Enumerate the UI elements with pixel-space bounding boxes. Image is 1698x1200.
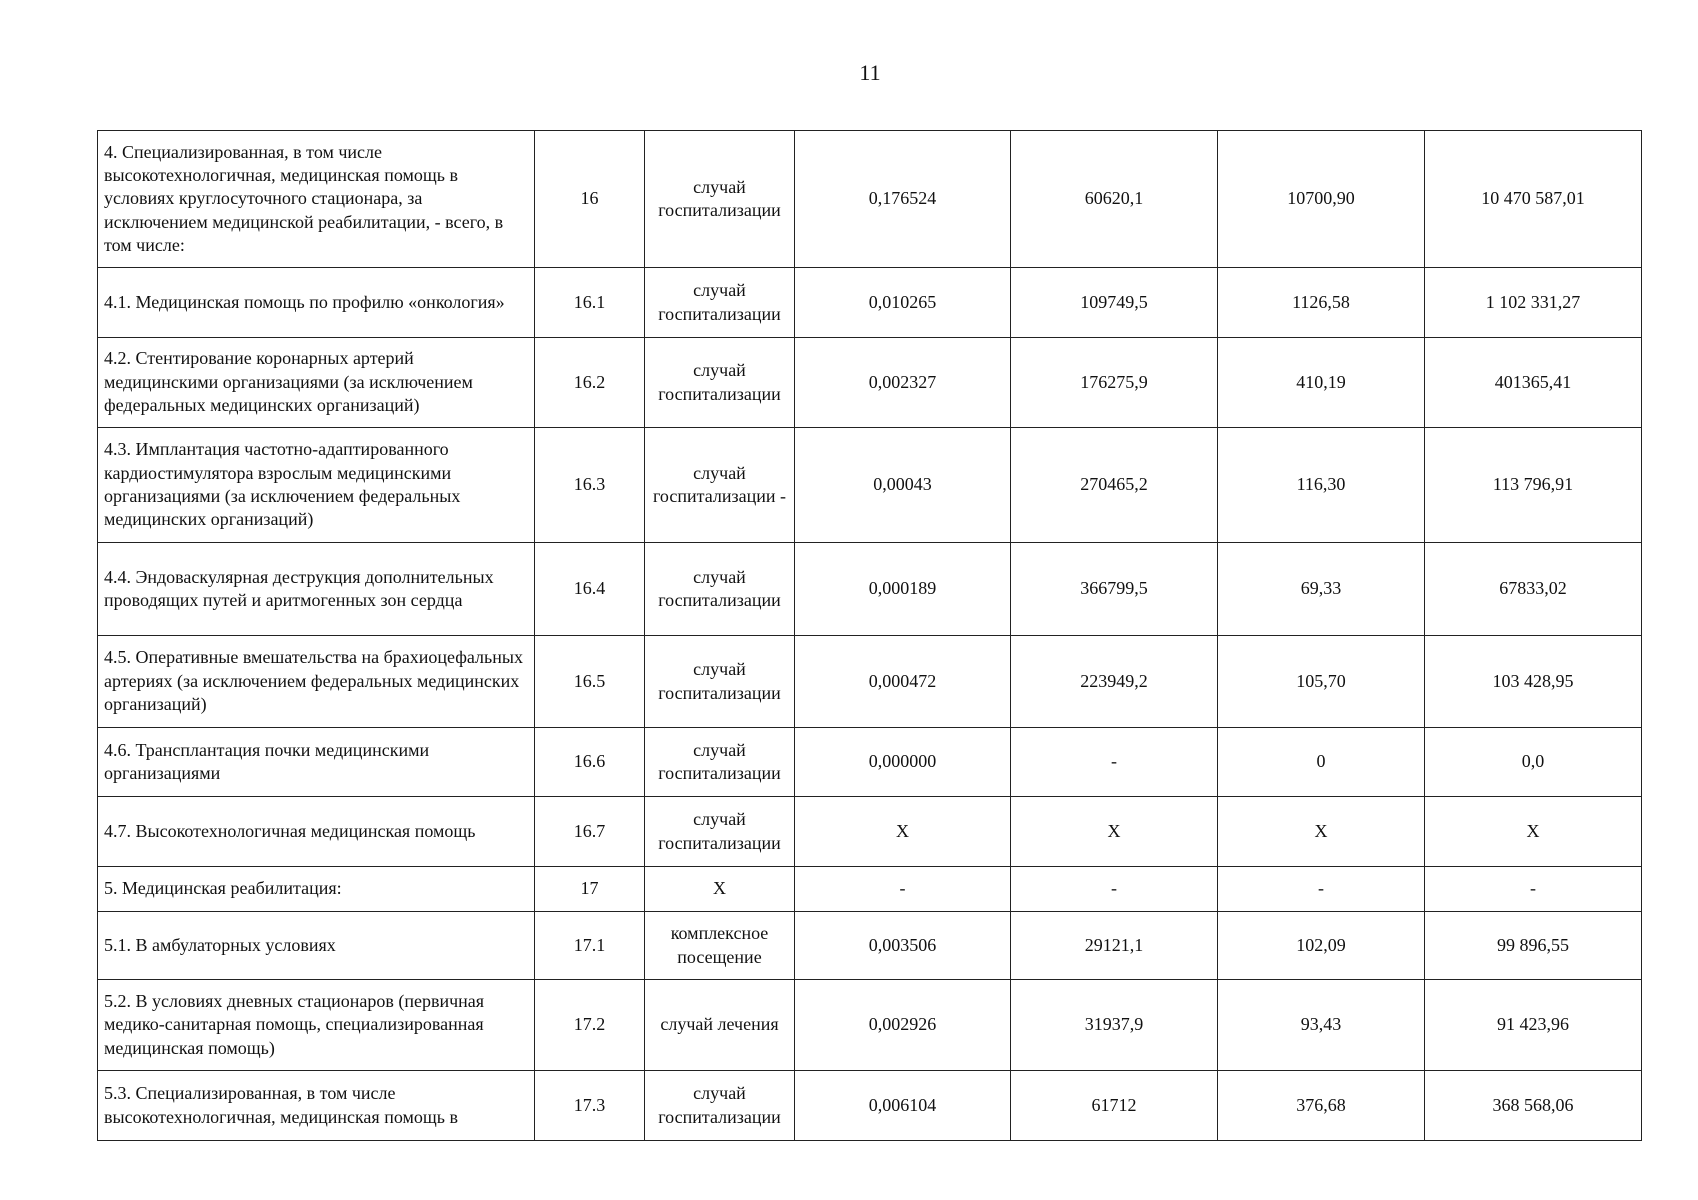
row-unit: случай госпитализации [645, 728, 795, 797]
row-value-3: 102,09 [1218, 912, 1425, 980]
row-value-1: 0,000000 [795, 728, 1011, 797]
row-number: 17.2 [535, 980, 645, 1071]
row-value-3: 0 [1218, 728, 1425, 797]
row-unit: случай госпитализации [645, 636, 795, 728]
row-value-1: 0,176524 [795, 131, 1011, 268]
row-value-2: 31937,9 [1011, 980, 1218, 1071]
table-row [98, 636, 1642, 728]
row-name: 4.3. Имплантация частотно-адаптированного кардиостимулятора взрослым медицинскими организациями (за исключением федеральных медицинских организаций) [98, 428, 535, 543]
table-row [98, 428, 1642, 543]
row-value-3: 410,19 [1218, 338, 1425, 428]
row-name: 5.1. В амбулаторных условиях [98, 912, 535, 980]
table-row [98, 338, 1642, 428]
row-value-4: - [1425, 867, 1642, 912]
row-value-2: - [1011, 728, 1218, 797]
row-unit: случай госпитализации [645, 268, 795, 338]
row-number: 16.3 [535, 428, 645, 543]
row-number: 17 [535, 867, 645, 912]
row-number: 16.7 [535, 797, 645, 867]
row-name: 4.6. Трансплантация почки медицинскими организациями [98, 728, 535, 797]
row-value-4: 67833,02 [1425, 543, 1642, 636]
table-row [98, 912, 1642, 980]
table-row [98, 867, 1642, 912]
row-value-2: 366799,5 [1011, 543, 1218, 636]
row-number: 16.6 [535, 728, 645, 797]
row-value-2: - [1011, 867, 1218, 912]
table-row [98, 980, 1642, 1071]
row-value-3: 1126,58 [1218, 268, 1425, 338]
row-value-1: - [795, 867, 1011, 912]
page-number: 11 [859, 60, 881, 85]
row-value-3: 105,70 [1218, 636, 1425, 728]
row-name: 4.2. Стентирование коронарных артерий медицинскими организациями (за исключением федеральных медицинских организаций) [98, 338, 535, 428]
row-value-3: 116,30 [1218, 428, 1425, 543]
row-value-4: 0,0 [1425, 728, 1642, 797]
row-value-1: 0,000189 [795, 543, 1011, 636]
row-unit: случай госпитализации [645, 338, 795, 428]
row-value-2: 109749,5 [1011, 268, 1218, 338]
row-value-4: 368 568,06 [1425, 1071, 1642, 1141]
row-number: 17.1 [535, 912, 645, 980]
row-name: 4.5. Оперативные вмешательства на брахиоцефальных артериях (за исключением федеральных медицинских организаций) [98, 636, 535, 728]
row-name: 4.4. Эндоваскулярная деструкция дополнительных проводящих путей и аритмогенных зон сердца [98, 543, 535, 636]
row-unit: случай госпитализации - [645, 428, 795, 543]
data-table [97, 130, 1642, 1141]
row-number: 17.3 [535, 1071, 645, 1141]
row-value-1: 0,002327 [795, 338, 1011, 428]
row-value-2: 29121,1 [1011, 912, 1218, 980]
row-unit: случай госпитализации [645, 131, 795, 268]
row-value-1: 0,002926 [795, 980, 1011, 1071]
row-value-4: 1 102 331,27 [1425, 268, 1642, 338]
row-unit: случай госпитализации [645, 543, 795, 636]
row-number: 16.2 [535, 338, 645, 428]
row-number: 16.1 [535, 268, 645, 338]
row-number: 16.4 [535, 543, 645, 636]
row-value-2: 223949,2 [1011, 636, 1218, 728]
table-row [98, 131, 1642, 268]
row-name: 5.2. В условиях дневных стационаров (первичная медико-санитарная помощь, специализированная медицинская помощь) [98, 980, 535, 1071]
row-value-2: X [1011, 797, 1218, 867]
table-row [98, 728, 1642, 797]
row-name: 4.1. Медицинская помощь по профилю «онкология» [98, 268, 535, 338]
row-value-3: 10700,90 [1218, 131, 1425, 268]
table-row [98, 797, 1642, 867]
row-value-2: 176275,9 [1011, 338, 1218, 428]
row-value-3: X [1218, 797, 1425, 867]
row-value-1: 0,006104 [795, 1071, 1011, 1141]
row-value-4: 91 423,96 [1425, 980, 1642, 1071]
row-value-1: 0,010265 [795, 268, 1011, 338]
row-name: 5.3. Специализированная, в том числе высокотехнологичная, медицинская помощь в [98, 1071, 535, 1141]
row-value-1: 0,000472 [795, 636, 1011, 728]
row-unit: случай лечения [645, 980, 795, 1071]
row-value-1: 0,00043 [795, 428, 1011, 543]
row-value-4: 103 428,95 [1425, 636, 1642, 728]
row-value-4: X [1425, 797, 1642, 867]
row-value-4: 10 470 587,01 [1425, 131, 1642, 268]
row-unit: комплексное посещение [645, 912, 795, 980]
row-value-4: 401365,41 [1425, 338, 1642, 428]
row-value-1: X [795, 797, 1011, 867]
row-unit: случай госпитализации [645, 1071, 795, 1141]
row-name: 5. Медицинская реабилитация: [98, 867, 535, 912]
row-value-4: 113 796,91 [1425, 428, 1642, 543]
row-value-3: 376,68 [1218, 1071, 1425, 1141]
row-number: 16 [535, 131, 645, 268]
row-value-2: 270465,2 [1011, 428, 1218, 543]
row-value-2: 61712 [1011, 1071, 1218, 1141]
row-name: 4. Специализированная, в том числе высокотехнологичная, медицинская помощь в условиях круглосуточного стационара, за исключением медицинской реабилитации, - всего, в том числе: [98, 131, 535, 268]
row-value-3: 69,33 [1218, 543, 1425, 636]
row-value-1: 0,003506 [795, 912, 1011, 980]
row-unit: случай госпитализации [645, 797, 795, 867]
row-unit: X [645, 867, 795, 912]
row-value-4: 99 896,55 [1425, 912, 1642, 980]
table-row [98, 1071, 1642, 1141]
row-number: 16.5 [535, 636, 645, 728]
row-value-3: - [1218, 867, 1425, 912]
row-value-3: 93,43 [1218, 980, 1425, 1071]
row-name: 4.7. Высокотехнологичная медицинская помощь [98, 797, 535, 867]
row-value-2: 60620,1 [1011, 131, 1218, 268]
table-row [98, 543, 1642, 636]
table-row [98, 268, 1642, 338]
